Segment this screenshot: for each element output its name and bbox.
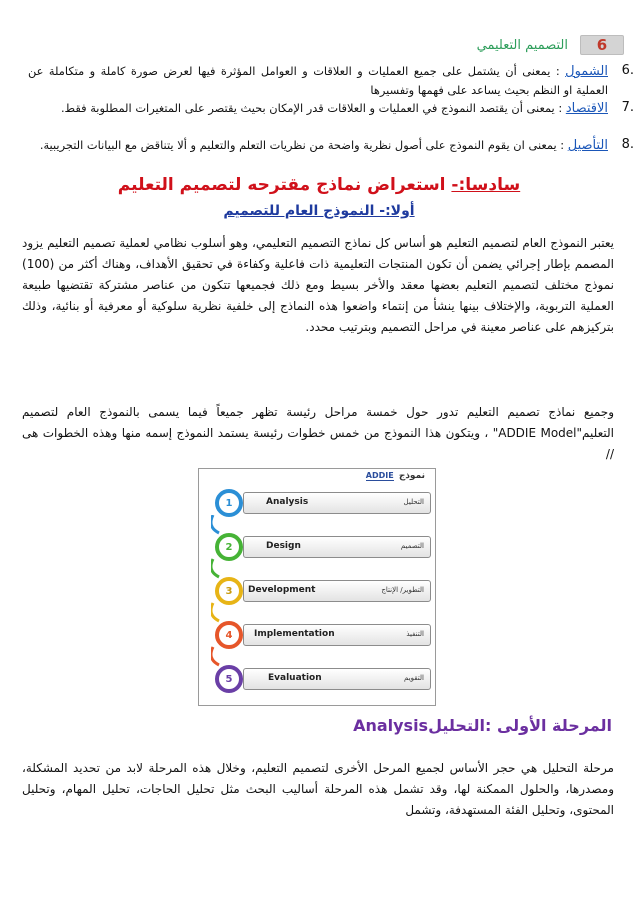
- figure-title-en: ADDIE: [365, 471, 394, 480]
- header-title: التصميم التعليمي: [476, 37, 568, 53]
- figure-title-ar: نموذج: [398, 471, 425, 481]
- list-item: [28, 136, 608, 155]
- item-text: : يمعنى أن يشتمل على جميع العمليات و العلاقات و العوامل المؤثرة فيها لعرض صورة كاملة و متكاملة عن العملية او النظم بحيث يساعد على فهمها وتفسيرها: [28, 64, 608, 97]
- addie-step-analysis: [209, 489, 431, 517]
- item-text: : يمعنى أن يقتصد النموذج في العمليات و العلاقات قدر الإمكان بحيث يقتصر على المتغيرات المطلوبة فقط.: [60, 101, 563, 115]
- step-bar: [243, 668, 431, 690]
- subheading: أولا:- النموذج العام للتصميم: [223, 203, 415, 219]
- step-label-ar: التحليل: [403, 498, 424, 506]
- step-bar: [243, 492, 431, 514]
- item-text: : يمعنى ان يقوم النموذج على أصول نظرية واضحة من نظريات التعلم والتعليم و ألا يتناقض مع البيانات التجريبية.: [39, 138, 565, 152]
- body-paragraph: يعتبر النموذج العام لتصميم التعليم هو أساس كل نماذج التصميم التعليمي، وهو أسلوب نظامي لعملية تصميم التعليم يزود المصمم بإطار إجرائي يضمن أن تكون المنتجات التعليمية ذات فاعلية وكفاءة في تحقيق الأهداف، وهناك أكثر من (100) نموذج مختلف لتصميم التعليم بعضها معقد والأخر بسيط ومع ذلك فجميعها تتكون من عناصر مشتركة تقتضيها طبيعة العملية التربوية، والإختلاف بينها ينشأ من إنتماء واضعوا هذه النماذج إلى خلفية نظرية سلوكية أو معرفية أو بنائية، وذلك بتركيزهم على عناصر معينة في مراحل التصميم وبترتيب محدد.: [22, 236, 614, 334]
- step-label-ar: التطوير/ الإنتاج: [381, 586, 424, 594]
- step-label-ar: التقويم: [404, 674, 424, 682]
- item-term: التأصيل: [567, 138, 608, 153]
- step-bar: [243, 536, 431, 558]
- addie-model-figure: [198, 468, 436, 706]
- step-number-badge: 5: [215, 665, 243, 693]
- step-label-en: Implementation: [254, 629, 335, 639]
- addie-step-design: [209, 533, 431, 561]
- step-number-badge: 3: [215, 577, 243, 605]
- section-heading-prefix: سادسا:-: [451, 175, 521, 195]
- step-label-en: Evaluation: [268, 673, 322, 683]
- body-paragraph: مرحلة التحليل هي حجر الأساس لجميع المرحل الأخرى لتصميم التعليم، وخلال هذه المرحلة لابد من تحديد المشكلة، ومصدرها، والحلول الممكنة لها، وقد تشمل هذه المرحلة أساليب البحث مثل تحليل الحاجات، تحليل المهام، وتحليل المحتوى، وتحليل الفئة المستهدفة، وتشمل: [22, 761, 614, 817]
- addie-step-evaluation: [209, 665, 431, 693]
- addie-step-implementation: [209, 621, 431, 649]
- step-number-badge: 1: [215, 489, 243, 517]
- step-label-ar: التنفيذ: [406, 630, 424, 638]
- item-number: 7.: [621, 100, 634, 115]
- page-number: 6: [580, 35, 624, 55]
- step-label-en: Development: [248, 585, 316, 595]
- step-connector-arrows: [211, 515, 223, 695]
- step-bar: [243, 580, 431, 602]
- section-heading: [0, 175, 638, 195]
- list-item: [28, 62, 608, 99]
- step-label-en: Design: [266, 541, 301, 551]
- addie-step-development: [209, 577, 431, 605]
- section-heading-main: استعراض نماذج مقترحه لتصميم التعليم: [117, 175, 446, 195]
- step-bar: [243, 624, 431, 646]
- step-number-badge: 4: [215, 621, 243, 649]
- item-number: 8.: [621, 137, 634, 152]
- item-number: 6.: [621, 63, 634, 78]
- step-label-en: Analysis: [266, 497, 309, 507]
- item-term: الشمول: [565, 64, 608, 79]
- body-paragraph: وجميع نماذج تصميم التعليم تدور حول خمسة مراحل رئيسة تظهر جميعاً فيما يسمى بالنموذج العام لتصميم التعليم"ADDIE Model" ، ويتكون هذا النموذج من خمس خطوات رئيسة يستمد النموذج إسمه منها وهذه الخطوات هى //: [22, 405, 614, 461]
- page-header: [477, 34, 624, 56]
- analysis-phase-heading: المرحلة الأولى :التحليلAnalysis: [353, 716, 612, 735]
- step-label-ar: التصميم: [400, 542, 424, 550]
- step-number-badge: 2: [215, 533, 243, 561]
- figure-title: [366, 471, 425, 481]
- list-item: [28, 99, 608, 118]
- item-term: الاقتصاد: [565, 101, 608, 116]
